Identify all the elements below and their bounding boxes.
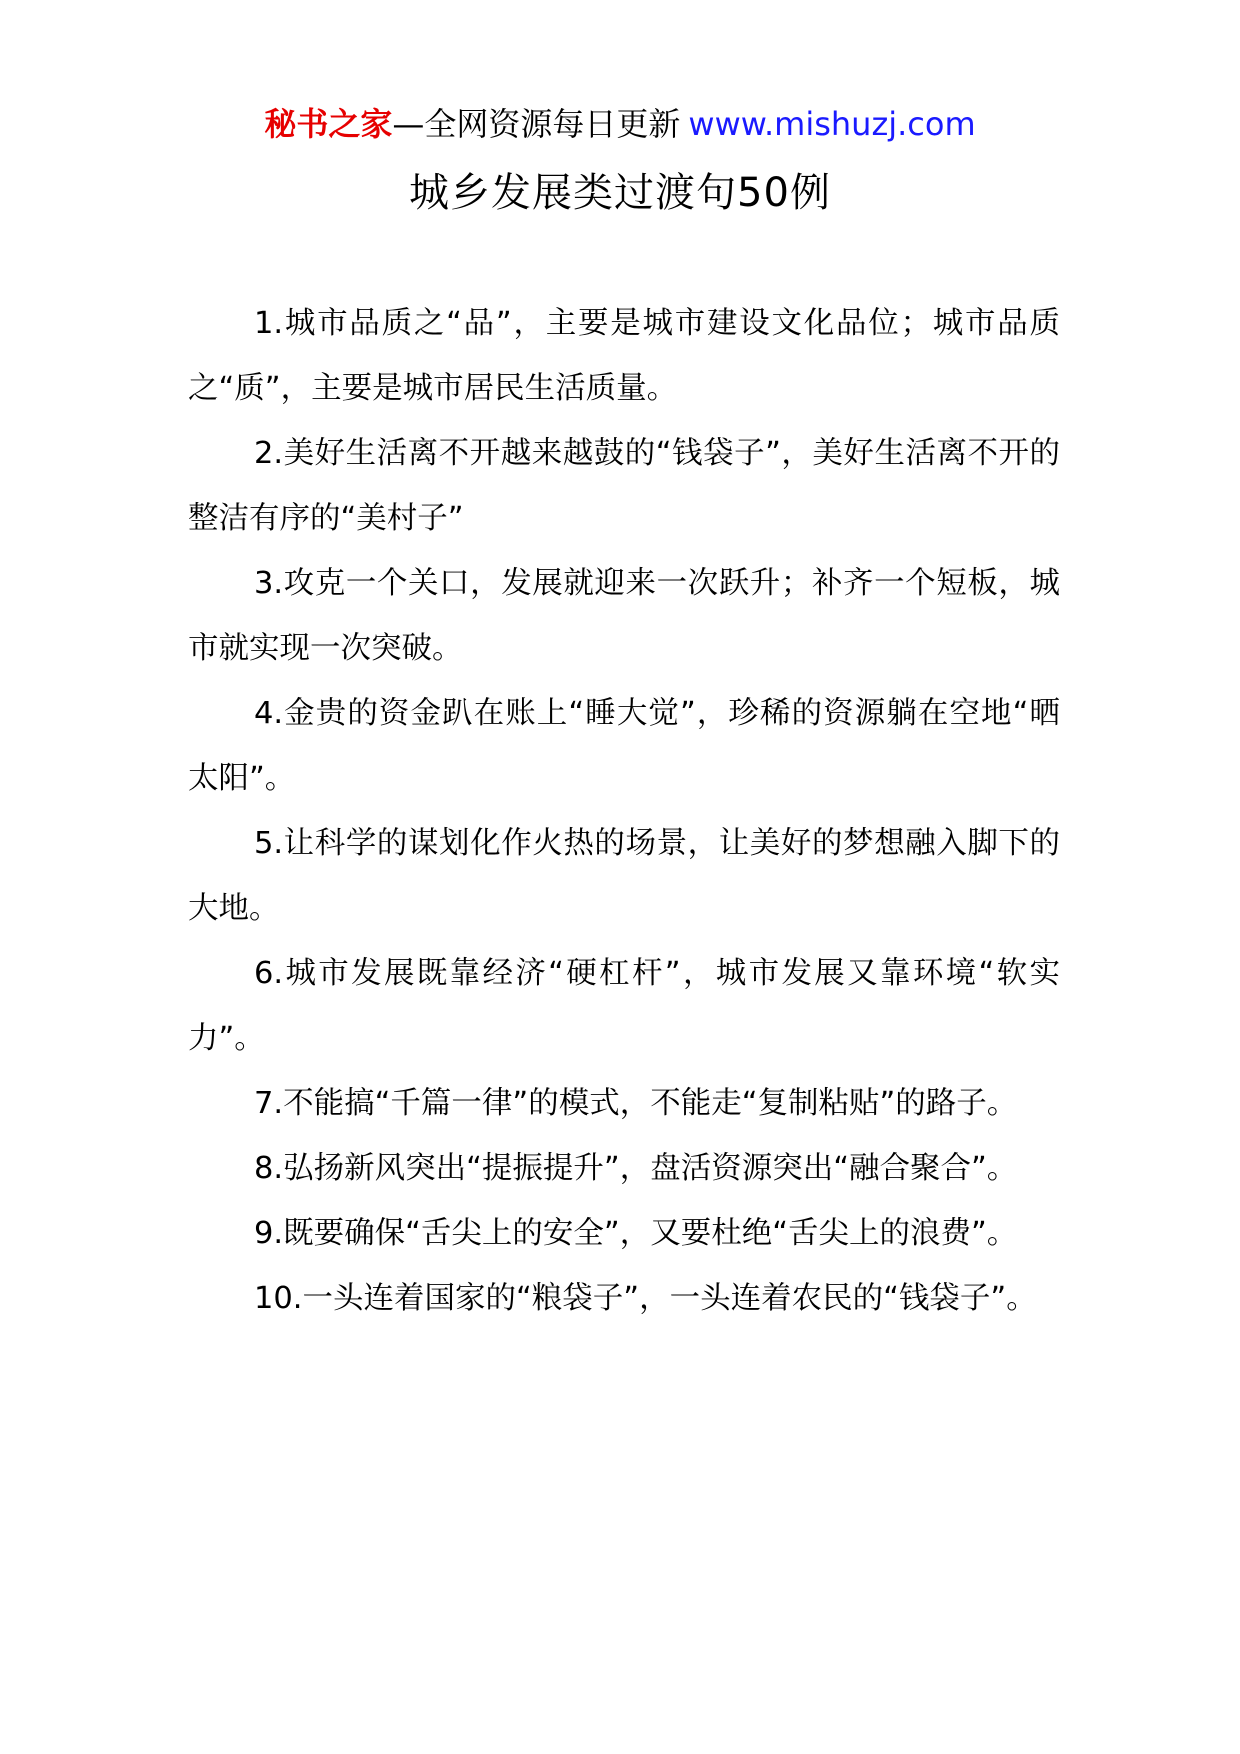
list-item: 4.金贵的资金趴在账上“睡大觉”，珍稀的资源躺在空地“晒太阳”。	[188, 696, 1060, 796]
list-item: 10.一头连着国家的“粮袋子”，一头连着农民的“钱袋子”。	[254, 1281, 1037, 1316]
list-item: 3.攻克一个关口，发展就迎来一次跃升；补齐一个短板，城市就实现一次突破。	[188, 566, 1060, 666]
list-item: 9.既要确保“舌尖上的安全”，又要杜绝“舌尖上的浪费”。	[254, 1216, 1018, 1251]
list-item: 1.城市品质之“品”，主要是城市建设文化品位；城市品质之“质”，主要是城市居民生活质量。	[188, 306, 1060, 406]
list-item: 8.弘扬新风突出“提振提升”，盘活资源突出“融合聚合”。	[254, 1151, 1018, 1186]
header-url-link[interactable]: www.mishuzj.com	[688, 105, 976, 143]
list-item: 2.美好生活离不开越来越鼓的“钱袋子”，美好生活离不开的整洁有序的“美村子”	[188, 436, 1060, 536]
document-body	[188, 291, 1060, 1331]
list-item: 7.不能搞“千篇一律”的模式，不能走“复制粘贴”的路子。	[254, 1086, 1018, 1121]
header-tagline: —全网资源每日更新	[392, 105, 681, 143]
site-header	[0, 98, 1240, 150]
document-title: 城乡发展类过渡句50例	[409, 170, 831, 216]
list-item: 6.城市发展既靠经济“硬杠杆”，城市发展又靠环境“软实力”。	[188, 956, 1060, 1056]
list-item: 5.让科学的谋划化作火热的场景，让美好的梦想融入脚下的大地。	[188, 826, 1060, 926]
brand-name: 秘书之家	[264, 105, 393, 143]
